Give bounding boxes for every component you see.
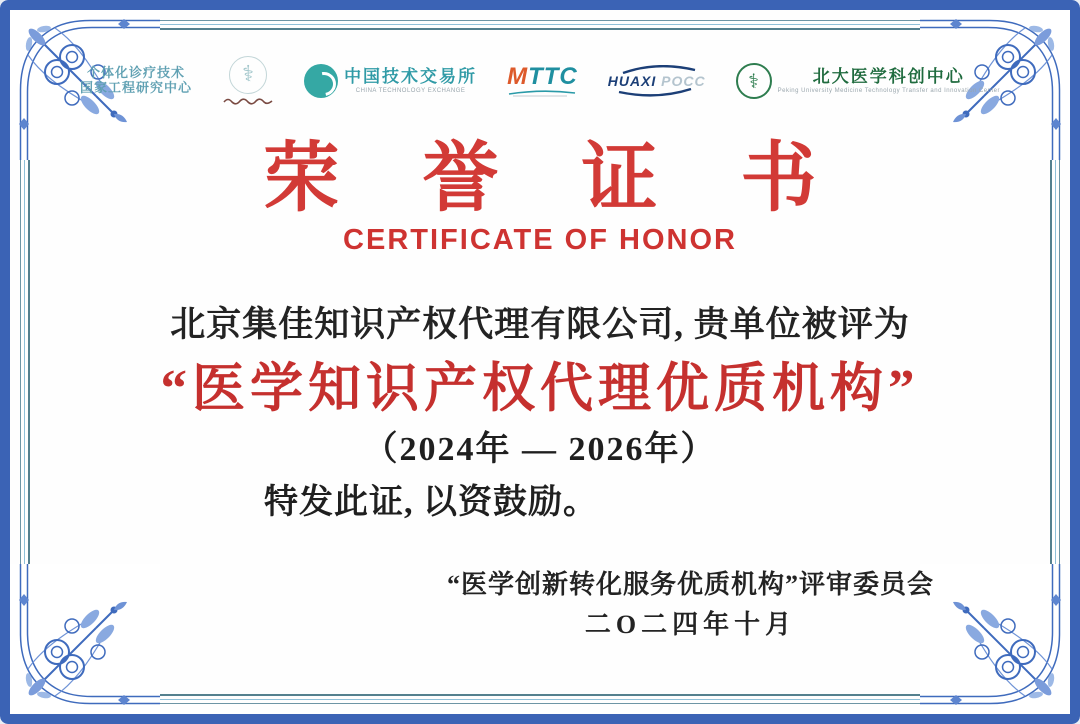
corner-ornament-bottom-right bbox=[920, 564, 1070, 714]
huaxi-wordmark bbox=[608, 74, 706, 88]
caduceus-emblem-icon: ⚕ bbox=[229, 56, 267, 94]
partner-logos-row bbox=[0, 56, 1080, 106]
logo-subtext: Peking University Medicine Technology Transfer and Innovation Center bbox=[777, 88, 1000, 95]
logo-text: 中国技术交易所 bbox=[344, 66, 478, 86]
huaxi-word: HUAXI bbox=[607, 73, 657, 89]
logo-huaxi-pocc bbox=[608, 65, 706, 97]
logo-medical-calligraphy-emblem bbox=[222, 56, 274, 106]
recipient-line: 北京集佳知识产权代理有限公司, 贵单位被评为 bbox=[170, 305, 910, 344]
issuer-committee: “医学创新转化服务优质机构”评审委员会 bbox=[446, 570, 934, 599]
mttc-letters-ttc: TTC bbox=[528, 63, 578, 90]
corner-ornament-bottom-left bbox=[10, 564, 160, 714]
logo-pku-medical-innovation-center bbox=[736, 63, 1000, 99]
logo-personalized-diagnosis-center bbox=[80, 66, 192, 96]
technology-exchange-swirl-icon bbox=[304, 64, 338, 98]
calligraphy-signature bbox=[222, 96, 274, 106]
pku-emblem-icon: ⚕ bbox=[736, 63, 772, 99]
logo-china-technology-exchange bbox=[304, 64, 477, 98]
pocc-word: POCC bbox=[661, 73, 706, 89]
closing-line: 特发此证, 以资鼓励。 bbox=[264, 484, 598, 521]
mttc-wordmark bbox=[507, 65, 578, 89]
logo-subtext: CHINA TECHNOLOGY EXCHANGE bbox=[355, 88, 466, 95]
mttc-letter-m: M bbox=[507, 63, 529, 90]
certificate-title-chinese: 荣 誉 证 书 bbox=[263, 137, 849, 221]
issuer-block bbox=[447, 565, 934, 646]
mttc-swoosh-icon bbox=[507, 89, 577, 97]
issue-date: 二O二四年十月 bbox=[584, 610, 797, 640]
logo-text: 北大医学科创中心 bbox=[812, 66, 965, 86]
logo-text-line1: 个体化诊疗技术 bbox=[87, 65, 186, 81]
logo-text-line2: 国家工程研究中心 bbox=[80, 80, 193, 95]
certificate-title-english: CERTIFICATE OF HONOR bbox=[343, 224, 737, 256]
logo-mttc bbox=[507, 65, 578, 97]
huaxi-bottom-swoosh-icon bbox=[617, 88, 697, 97]
award-title: “医学知识产权代理优质机构” bbox=[160, 360, 920, 418]
validity-period: （2024年 — 2026年） bbox=[363, 431, 717, 468]
